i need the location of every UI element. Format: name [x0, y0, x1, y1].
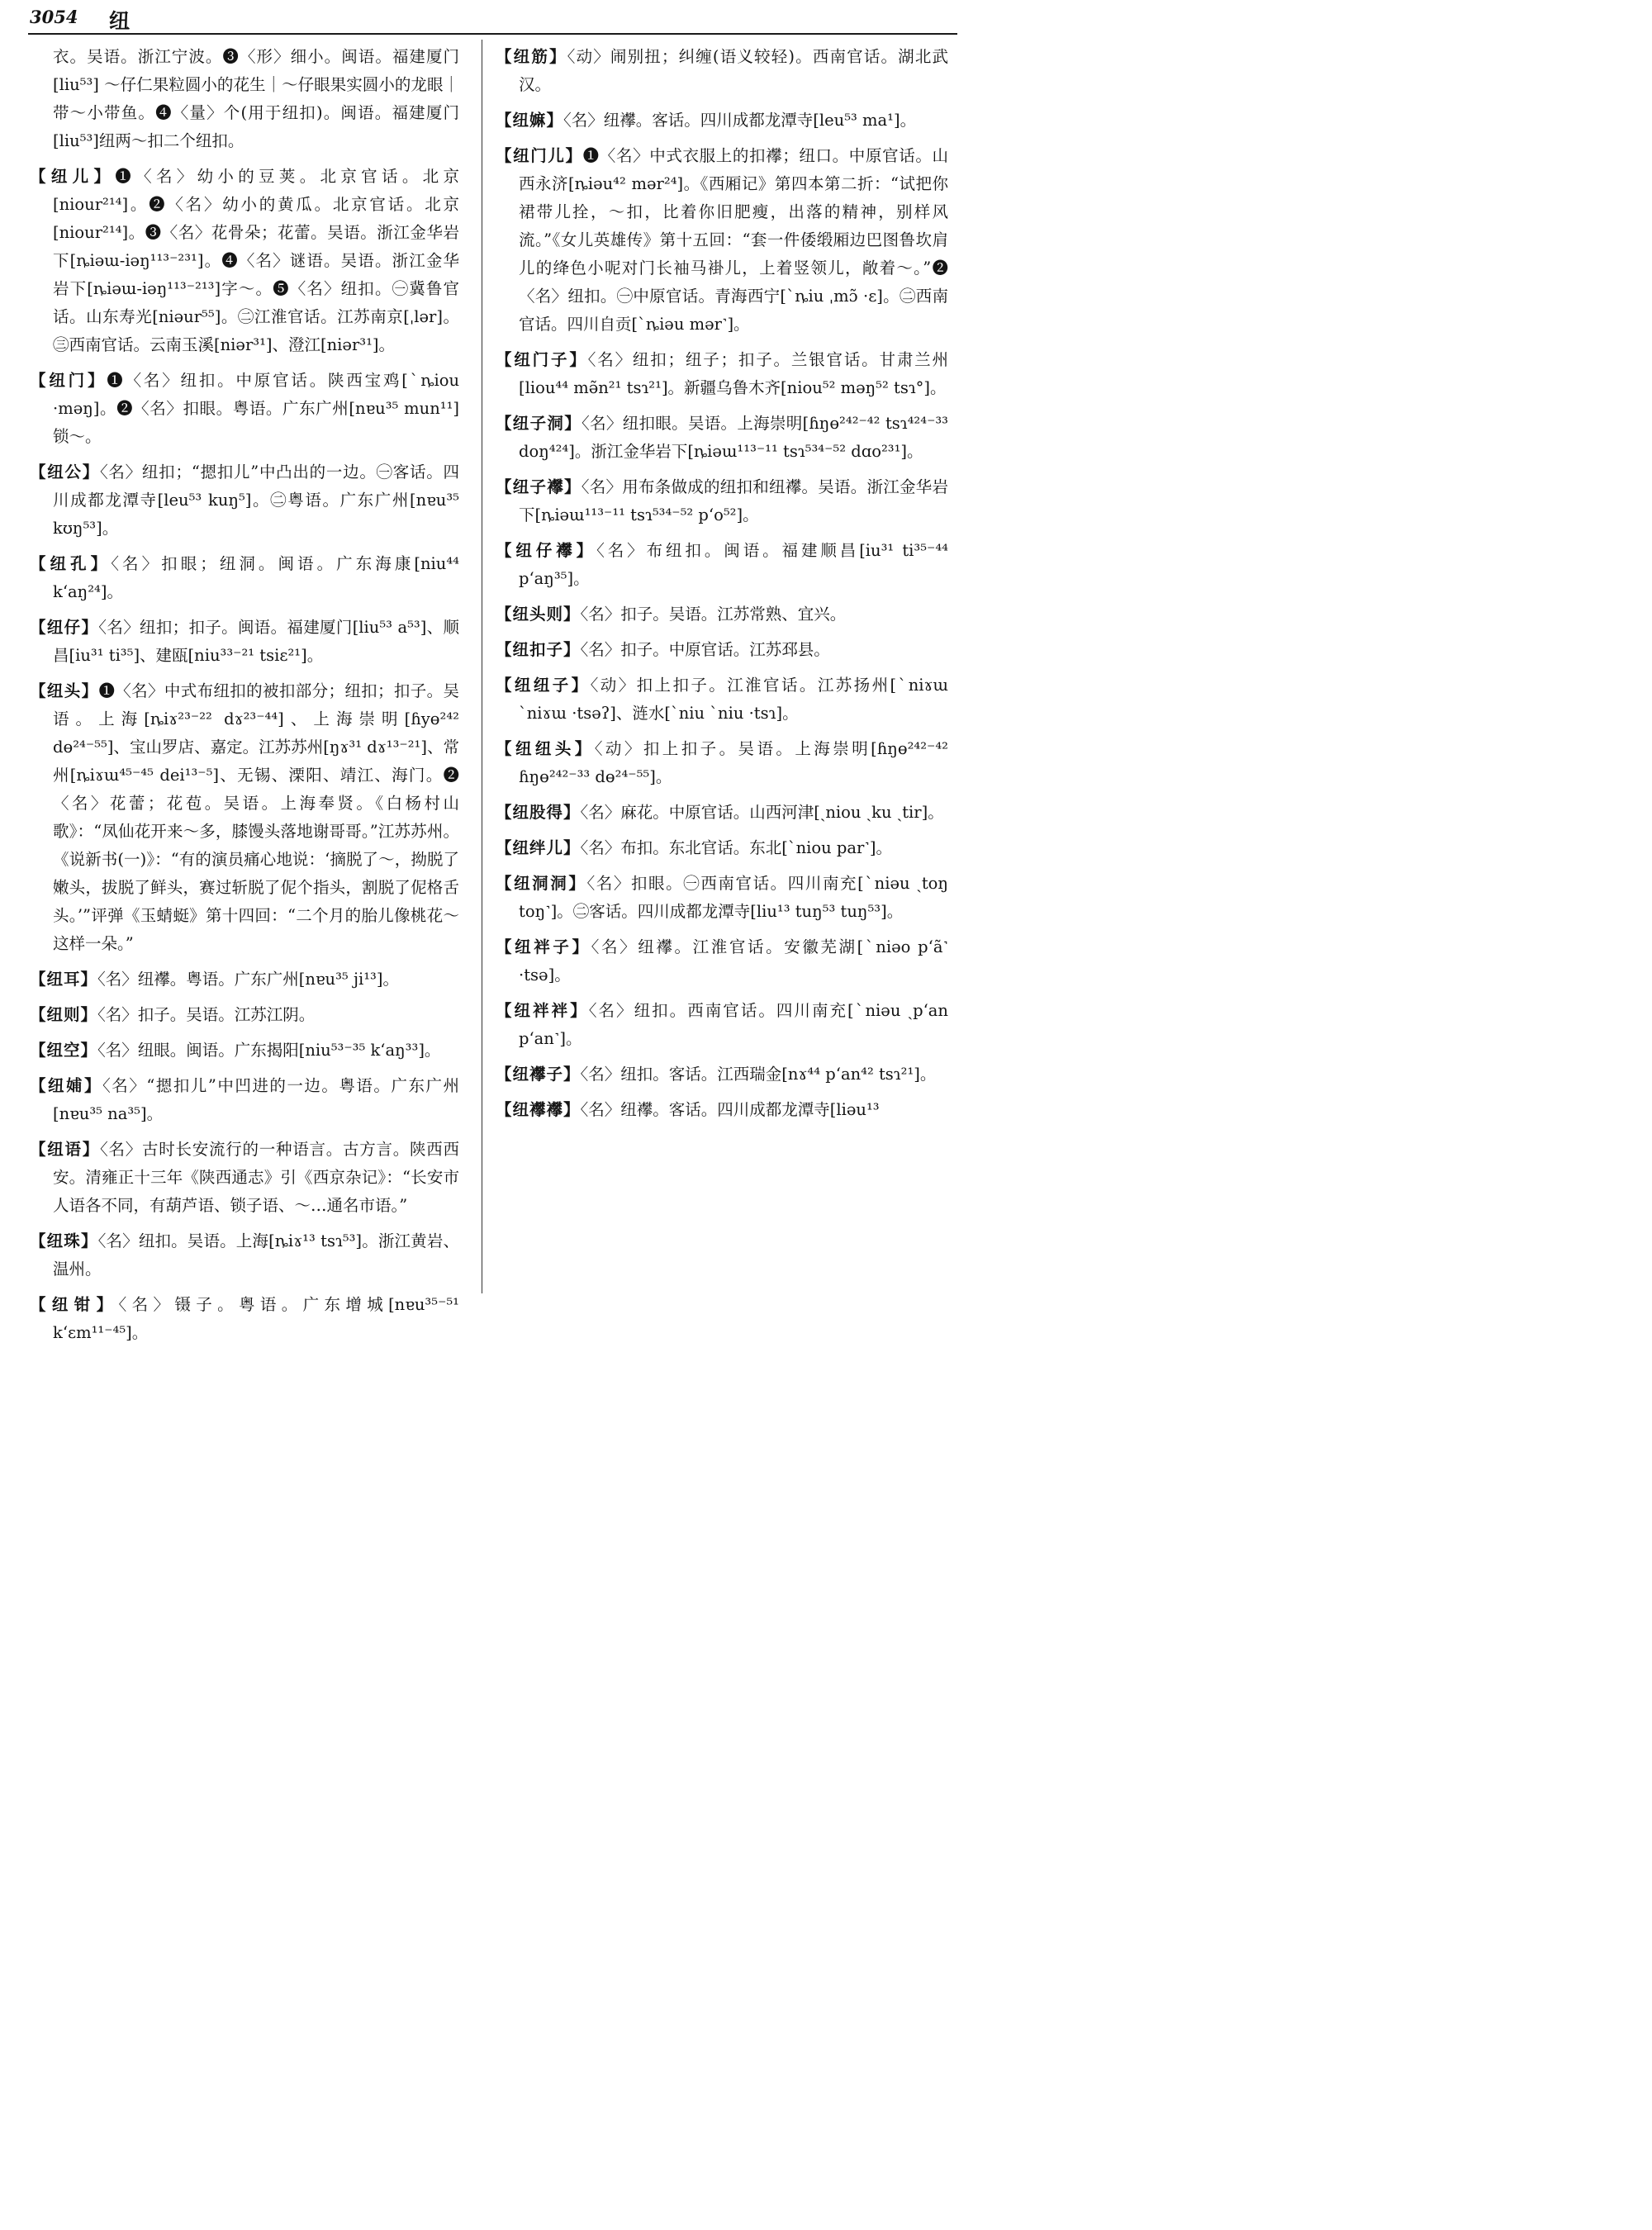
dictionary-entry	[496, 410, 948, 466]
dictionary-entry	[30, 550, 459, 606]
entry-headword: 【纽珠】	[30, 1231, 98, 1250]
entry-definition: ❶〈名〉中式布纽扣的被扣部分；纽扣；扣子。吴语。上海[ȵiɤ²³⁻²² dɤ²³⁻⁴⁴]、上海崇明[ɦyɵ²⁴² dɵ²⁴⁻⁵⁵]、宝山罗店、嘉定。江苏苏州[ŋɤ³¹ dɤ¹³⁻²¹]、常州[ȵiɤɯ⁴⁵⁻⁴⁵ dei¹³⁻⁵]、无锡、溧阳、靖江、海门。❷〈名〉花蕾；花苞。吴语。上海奉贤。《白杨村山歌》：“凤仙花开来～多，膝馒头落地谢哥哥。”江苏苏州。《说新书(一)》：“有的演员痛心地说：‘摘脱了～，拗脱了嫩头，拔脱了鲜头，赛过斩脱了伲个指头，割脱了伲格舌头。’”评弹《玉蜻蜓》第十四回：“二个月的胎儿像桃花～这样一朵。”	[53, 681, 459, 953]
header-rule	[28, 33, 957, 35]
entry-definition: 〈名〉纽襻。粤语。广东广州[nɐu³⁵ ji¹³]。	[97, 970, 399, 989]
dictionary-entry	[496, 735, 948, 791]
entry-headword: 【纽𡜵】	[30, 1076, 103, 1095]
entry-headword: 【纽门子】	[496, 350, 588, 369]
entry-definition: 〈名〉纽扣。西南官话。四川南充[ˋniəu ˏp‘an p‘an˺]。	[519, 1001, 948, 1048]
entry-headword: 【纽门】	[30, 371, 107, 390]
entry-headword: 【纽仔襻】	[496, 541, 597, 560]
entry-headword: 【纽袢子】	[496, 937, 591, 956]
entry-definition: 〈名〉纽眼。闽语。广东揭阳[niu⁵³⁻³⁵ k‘aŋ³³]。	[97, 1041, 441, 1060]
dictionary-entry	[496, 671, 948, 728]
entry-definition: 〈名〉纽襻。客话。四川成都龙潭寺[liəu¹³	[580, 1100, 880, 1119]
entry-headword: 【纽语】	[30, 1140, 100, 1159]
running-head-character: 纽	[109, 9, 131, 33]
dictionary-entry	[496, 870, 948, 926]
entry-headword: 【纽洞洞】	[496, 874, 587, 893]
entry-definition: 〈名〉扣子。吴语。江苏江阴。	[97, 1005, 316, 1024]
dictionary-entry	[496, 799, 948, 827]
dictionary-entry	[30, 614, 459, 670]
entry-headword: 【纽门儿】	[496, 146, 583, 165]
dictionary-entry	[30, 1136, 459, 1220]
dictionary-entry	[30, 1291, 459, 1347]
dictionary-entry	[30, 1001, 459, 1029]
dictionary-entry	[496, 473, 948, 529]
entry-definition: 〈动〉扣上扣子。江淮官话。江苏扬州[ˋniɤɯ ˋniɤɯ ·tsəʔ]、涟水[ˋniu ˋniu ·tsɿ]。	[519, 676, 948, 723]
dictionary-entry	[496, 107, 948, 135]
dictionary-entry	[30, 1227, 459, 1283]
entry-headword: 【纽扣子】	[496, 640, 581, 659]
entry-definition: 〈名〉扣眼。㊀西南官话。四川南充[ˋniəu ˏtoŋ toŋ˺]。㊁客话。四川成都龙潭寺[liu¹³ tuŋ⁵³ tuŋ⁵³]。	[519, 874, 948, 921]
entry-definition: 〈名〉布纽扣。闽语。福建顺昌[iu³¹ ti³⁵⁻⁴⁴ p‘aŋ³⁵]。	[519, 541, 948, 588]
entry-headword: 【纽袢袢】	[496, 1001, 589, 1020]
entry-headword: 【纽襻襻】	[496, 1100, 581, 1119]
dictionary-entry	[496, 142, 948, 339]
dictionary-entry	[496, 537, 948, 593]
right-column	[496, 43, 948, 1132]
entry-headword: 【纽空】	[30, 1041, 98, 1060]
entry-definition: 〈名〉纽襻。客话。四川成都龙潭寺[leu⁵³ ma¹]。	[563, 111, 917, 130]
dictionary-entry	[496, 600, 948, 629]
entry-definition: ❶〈名〉纽扣。中原官话。陕西宝鸡[ˋȵiou ·məŋ]。❷〈名〉扣眼。粤语。广东广州[nɐu³⁵ mun¹¹]锁～。	[53, 371, 459, 446]
dictionary-entry	[30, 367, 459, 451]
entry-definition: 〈名〉麻花。中原官话。山西河津[ˏniou ˏku ˏtir]。	[580, 803, 944, 822]
entry-headword: 【纽钳】	[30, 1295, 119, 1314]
entry-definition: 〈名〉扣子。中原官话。江苏邳县。	[580, 640, 830, 659]
entry-headword: 【纽股得】	[496, 803, 581, 822]
dictionary-entry	[496, 43, 948, 99]
entry-definition: 〈名〉纽扣；“摁扣儿”中凸出的一边。㊀客话。四川成都龙潭寺[leu⁵³ kuŋ⁵]。㊁粤语。广东广州[nɐu³⁵ kʊŋ⁵³]。	[53, 463, 459, 538]
dictionary-entry	[30, 1072, 459, 1128]
entry-definition: 〈名〉纽扣。吴语。上海[ȵiɤ¹³ tsɿ⁵³]。浙江黄岩、温州。	[53, 1231, 459, 1279]
entry-definition: 衣。吴语。浙江宁波。❸〈形〉细小。闽语。福建厦门[liu⁵³] ～仔仁果粒圆小的花生｜～仔眼果实圆小的龙眼｜带～小带鱼。❹〈量〉个(用于纽扣)。闽语。福建厦门[liu⁵³]纽两～扣二个纽扣。	[53, 47, 459, 150]
dictionary-entry	[496, 636, 948, 664]
entry-headword: 【纽筋】	[496, 47, 567, 66]
entry-definition: 〈名〉古时长安流行的一种语言。古方言。陕西西安。清雍正十三年《陕西通志》引《西京杂记》：“长安市人语各不同，有葫芦语、锁子语、～…通名市语。”	[53, 1140, 459, 1215]
entry-headword: 【纽子襻】	[496, 477, 582, 496]
entry-definition: 〈动〉扣上扣子。吴语。上海崇明[ɦŋɵ²⁴²⁻⁴² ɦŋɵ²⁴²⁻³³ dɵ²⁴⁻⁵⁵]。	[519, 739, 948, 786]
entry-definition: 〈名〉布扣。东北官话。东北[ˋniou par˺]。	[580, 838, 892, 857]
dictionary-entry	[496, 997, 948, 1053]
dictionary-entry	[30, 163, 459, 359]
entry-headword: 【纽头则】	[496, 605, 581, 624]
dictionary-entry	[496, 346, 948, 402]
dictionary-entry	[496, 933, 948, 989]
entry-headword: 【纽耳】	[30, 970, 98, 989]
entry-definition: 〈名〉扣子。吴语。江苏常熟、宜兴。	[580, 605, 847, 624]
page-header	[30, 7, 955, 35]
entry-definition: 〈名〉纽襻。江淮官话。安徽芜湖[ˋniəo p‘ã˺ ·tsə]。	[519, 937, 948, 985]
dictionary-entry	[30, 966, 459, 994]
dictionary-entry	[496, 834, 948, 862]
entry-headword: 【纽纽头】	[496, 739, 595, 758]
entry-definition: 〈名〉“摁扣儿”中凹进的一边。粤语。广东广州[nɐu³⁵ na³⁵]。	[53, 1076, 459, 1123]
entry-definition: ❶〈名〉幼小的豆荚。北京官话。北京[niour²¹⁴]。❷〈名〉幼小的黄瓜。北京官话。北京[niour²¹⁴]。❸〈名〉花骨朵；花蕾。吴语。浙江金华岩下[ȵiəɯ-iəŋ¹¹³⁻²³¹]。❹〈名〉谜语。吴语。浙江金华岩下[ȵiəɯ-iəŋ¹¹³⁻²¹³]字～。❺〈名〉纽扣。㊀冀鲁官话。山东寿光[niəur⁵⁵]。㊁江淮官话。江苏南京[ˌlər]。㊂西南官话。云南玉溪[niər³¹]、澄江[niər³¹]。	[53, 167, 459, 354]
entry-headword: 【纽儿】	[30, 167, 116, 186]
entry-headword: 【纽仔】	[30, 618, 99, 637]
entry-headword: 【纽襻子】	[496, 1065, 581, 1084]
entry-headword: 【纽孔】	[30, 554, 112, 573]
entry-headword: 【纽嫲】	[496, 111, 564, 130]
entry-headword: 【纽子洞】	[496, 414, 582, 433]
entry-definition: 〈名〉扣眼；纽洞。闽语。广东海康[niu⁴⁴ k‘aŋ²⁴]。	[53, 554, 459, 601]
entry-headword: 【纽绊儿】	[496, 838, 581, 857]
entry-definition: 〈名〉纽扣。客话。江西瑞金[nɤ⁴⁴ p‘an⁴² tsɿ²¹]。	[580, 1065, 937, 1084]
dictionary-entry-continuation	[30, 43, 459, 155]
entry-definition: 〈动〉闹别扭；纠缠(语义较轻)。西南官话。湖北武汉。	[519, 47, 948, 94]
entry-definition: 〈名〉纽扣；纽子；扣子。兰银官话。甘肃兰州[liou⁴⁴ mə̃n²¹ tsɿ²¹]。新疆乌鲁木齐[niou⁵² məŋ⁵² tsɿ°]。	[519, 350, 948, 397]
dictionary-entry	[496, 1096, 948, 1124]
entry-definition: 〈名〉纽扣眼。吴语。上海崇明[ɦŋɵ²⁴²⁻⁴² tsɿ⁴²⁴⁻³³ doŋ⁴²⁴]。浙江金华岩下[ȵiəɯ¹¹³⁻¹¹ tsɿ⁵³⁴⁻⁵² dɑo²³¹]。	[519, 414, 948, 461]
dictionary-entry	[30, 677, 459, 958]
left-column	[30, 43, 459, 1355]
dictionary-entry	[496, 1060, 948, 1089]
dictionary-entry	[30, 458, 459, 543]
entry-definition: 〈名〉用布条做成的纽扣和纽襻。吴语。浙江金华岩下[ȵiəɯ¹¹³⁻¹¹ tsɿ⁵³⁴⁻⁵² p‘o⁵²]。	[519, 477, 948, 524]
entry-headword: 【纽则】	[30, 1005, 98, 1024]
entry-definition: ❶〈名〉中式衣服上的扣襻；纽口。中原官话。山西永济[ȵiəu⁴² mər²⁴]。《西厢记》第四本第二折：“试把你裙带儿拴，～扣，比着你旧肥瘦，出落的精神，别样风流。”《女儿英雄传》第十五回：“套一件倭缎厢边巴图鲁坎肩儿的绛色小呢对门长袖马褂儿，上着竖领儿，敞着～。”❷〈名〉纽扣。㊀中原官话。青海西宁[ˋȵiu ˌmɔ̃ ·ɛ]。㊁西南官话。四川自贡[ˋȵiəu mər˺]。	[519, 146, 948, 334]
entry-headword: 【纽头】	[30, 681, 99, 700]
page-number: 3054	[30, 7, 78, 27]
entry-definition: 〈名〉镊子。粤语。广东增城[nɐu³⁵⁻⁵¹ k‘ɛm¹¹⁻⁴⁵]。	[53, 1295, 459, 1342]
entry-headword: 【纽公】	[30, 463, 100, 482]
entry-definition: 〈名〉纽扣；扣子。闽语。福建厦门[liu⁵³ a⁵³]、顺昌[iu³¹ ti³⁵]、建瓯[niu³³⁻²¹ tsiɛ²¹]。	[53, 618, 459, 665]
dictionary-entry	[30, 1037, 459, 1065]
entry-headword: 【纽纽子】	[496, 676, 591, 695]
